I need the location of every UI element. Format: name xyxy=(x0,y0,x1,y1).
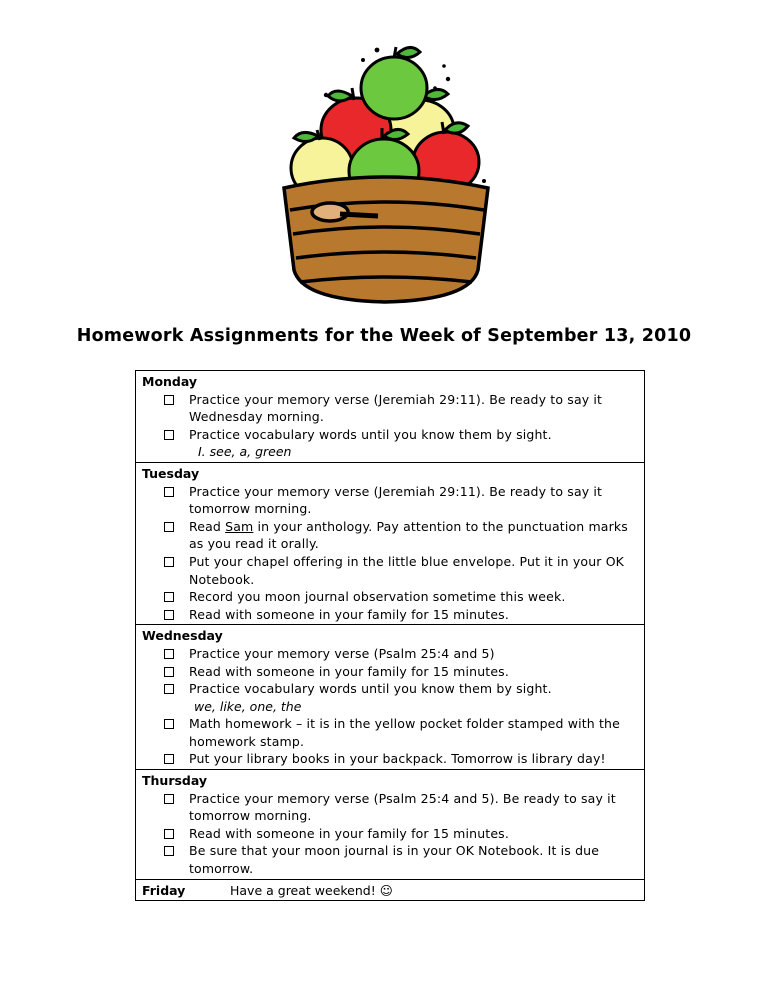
day-heading: Tuesday xyxy=(142,465,200,481)
assignment-text: Put your library books in your backpack. Tomorrow is library day! xyxy=(189,751,606,767)
friday-note: Have a great weekend! ☺ xyxy=(230,882,393,898)
vocabulary-words: I. see, a, green xyxy=(198,444,292,460)
assignment-item xyxy=(142,606,638,624)
book-title: Sam xyxy=(225,518,254,534)
assignment-item xyxy=(142,790,638,825)
assignment-text: Record you moon journal observation sometime this week. xyxy=(189,589,566,605)
apple-green-top xyxy=(361,47,427,119)
assignment-text: Practice vocabulary words until you know them by sight. xyxy=(189,426,552,442)
assignment-item xyxy=(142,483,638,518)
assignment-text xyxy=(189,518,638,553)
assignment-text: Be sure that your moon journal is in your OK Notebook. It is due tomorrow. xyxy=(189,843,600,877)
checkbox-icon[interactable] xyxy=(164,719,174,729)
assignment-item xyxy=(142,842,638,877)
day-heading: Wednesday xyxy=(142,628,223,644)
checkbox-icon[interactable] xyxy=(164,846,174,856)
assignment-text: Read with someone in your family for 15 minutes. xyxy=(189,663,509,679)
assignment-item xyxy=(142,645,638,663)
day-section-thursday xyxy=(136,770,644,880)
assignment-item xyxy=(142,750,638,768)
assignment-text: Practice your memory verse (Psalm 25:4 and 5) xyxy=(189,645,495,661)
assignment-text: Practice your memory verse (Jeremiah 29:11). Be ready to say it Wednesday morning. xyxy=(189,391,603,425)
assignment-text: Read with someone in your family for 15 minutes. xyxy=(189,606,509,622)
assignment-item xyxy=(142,825,638,843)
checkbox-icon[interactable] xyxy=(164,754,174,764)
homework-table xyxy=(135,370,645,901)
checkbox-icon[interactable] xyxy=(164,829,174,839)
page-title: Homework Assignments for the Week of September 13, 2010 xyxy=(76,326,692,346)
checkbox-icon[interactable] xyxy=(164,522,174,532)
basket xyxy=(284,177,488,302)
checkbox-icon[interactable] xyxy=(164,557,174,567)
day-heading: Monday xyxy=(142,374,198,389)
assignment-item xyxy=(142,391,638,426)
checkbox-icon[interactable] xyxy=(164,610,174,620)
checkbox-icon[interactable] xyxy=(164,649,174,659)
assignment-text: Practice vocabulary words until you know them by sight. xyxy=(189,681,552,697)
assignment-item xyxy=(142,663,638,681)
assignment-text: Read with someone in your family for 15 minutes. xyxy=(189,825,509,841)
apple-basket-clipart xyxy=(270,38,500,308)
assignment-text: Practice your memory verse (Jeremiah 29:11). Be ready to say it tomorrow morning. xyxy=(189,483,603,517)
assignment-text: Math homework – it is in the yellow pocket folder stamped with the homework stamp. xyxy=(189,716,620,749)
checkbox-icon[interactable] xyxy=(164,487,174,497)
day-section-tuesday xyxy=(136,463,644,625)
assignment-item xyxy=(142,680,638,698)
checkbox-icon[interactable] xyxy=(164,667,174,677)
day-section-monday xyxy=(136,371,644,463)
checkbox-icon[interactable] xyxy=(164,794,174,804)
day-section-wednesday xyxy=(136,625,644,770)
day-section-friday xyxy=(136,880,644,901)
assignment-item xyxy=(142,553,638,588)
day-heading: Friday xyxy=(142,882,186,898)
checkbox-icon[interactable] xyxy=(164,684,174,694)
vocabulary-words: we, like, one, the xyxy=(194,698,302,714)
day-heading: Thursday xyxy=(142,773,208,789)
checkbox-icon[interactable] xyxy=(164,430,174,440)
assignment-text: Practice your memory verse (Psalm 25:4 and 5). Be ready to say it tomorrow morning. xyxy=(189,790,616,824)
assignment-item xyxy=(142,588,638,606)
assignment-text-pre: Read xyxy=(189,518,226,534)
checkbox-icon[interactable] xyxy=(164,395,174,405)
assignment-text-post: in your anthology. Pay attention to the punctuation marks as you read it orally. xyxy=(189,518,628,552)
assignment-item xyxy=(142,426,638,444)
checkbox-icon[interactable] xyxy=(164,592,174,602)
assignment-text: Put your chapel offering in the little blue envelope. Put it in your OK Notebook. xyxy=(189,553,625,587)
assignment-item xyxy=(142,715,638,750)
assignment-item xyxy=(142,518,638,553)
